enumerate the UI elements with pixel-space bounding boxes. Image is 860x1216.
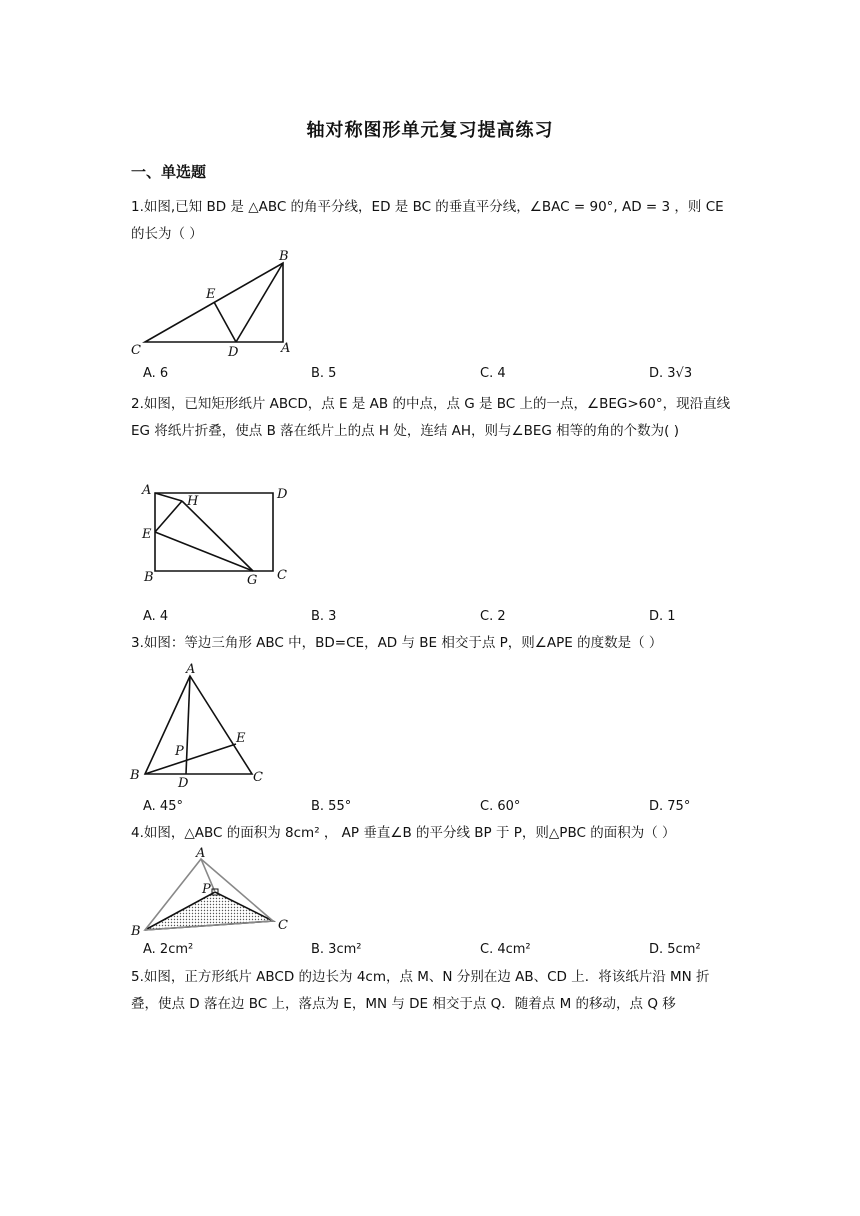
label-g: G (247, 573, 258, 586)
segment-bd (236, 263, 283, 342)
option-c[interactable]: C. 2 (480, 609, 506, 624)
question-1-figure (128, 246, 308, 364)
option-b[interactable]: B. 3cm² (311, 942, 362, 957)
segment-ah (155, 493, 182, 501)
option-c[interactable]: C. 4 (480, 366, 506, 381)
option-b[interactable]: B. 55° (311, 799, 352, 814)
option-d[interactable]: D. 5cm² (649, 942, 701, 957)
question-1-options (143, 366, 703, 386)
label-e: E (206, 287, 216, 302)
question-3-text: 3.如图：等边三角形 ABC 中，BD=CE，AD 与 BE 相交于点 P，则∠APE 的度数是（ ） (131, 635, 663, 651)
question-1-text: 1.如图,已知 BD 是 △ABC 的角平分线，ED 是 BC 的垂直平分线，∠BAC = 90°, AD = 3 ，则 CE 的长为（ ） (131, 199, 724, 242)
option-c[interactable]: C. 4cm² (480, 942, 531, 957)
label-d: D (178, 776, 189, 790)
question-3-options (143, 799, 703, 819)
option-d[interactable]: D. 3√3 (649, 366, 693, 381)
question-4-options (143, 942, 703, 962)
label-h: H (187, 494, 199, 509)
label-a: A (186, 662, 196, 677)
label-c: C (253, 770, 263, 785)
segment-eh (155, 501, 182, 532)
label-d: D (228, 345, 239, 360)
question-2-options (143, 609, 703, 629)
page-title: 轴对称图形单元复习提高练习 (306, 120, 554, 141)
section-heading: 一、单选题 (131, 163, 207, 181)
question-4-text: 4.如图，△ABC 的面积为 8cm² ， AP 垂直∠B 的平分线 BP 于 P，则△PBC 的面积为（ ） (131, 825, 676, 841)
segment-hg (182, 501, 253, 571)
option-a[interactable]: A. 6 (143, 366, 169, 381)
label-p: P (202, 882, 211, 897)
option-c[interactable]: C. 60° (480, 799, 521, 814)
option-a[interactable]: A. 4 (143, 609, 169, 624)
segment-be (145, 744, 236, 774)
triangle-abc (145, 676, 252, 774)
option-b[interactable]: B. 5 (311, 366, 337, 381)
label-e: E (142, 527, 152, 542)
question-2-text: 2.如图，已知矩形纸片 ABCD，点 E 是 AB 的中点，点 G 是 BC 上的一点，∠BEG>60°，现沿直线 EG 将纸片折叠，使点 B 落在纸片上的点 H 处，连结 AH，则与∠BEG 相等的角的个数为( ) (131, 396, 731, 439)
question-2-figure (138, 478, 298, 586)
label-c: C (131, 343, 141, 358)
option-d[interactable]: D. 1 (649, 609, 676, 624)
label-d: D (277, 487, 288, 502)
label-a: A (196, 846, 206, 861)
segment-eg (155, 532, 253, 571)
question-3-figure (126, 660, 276, 790)
label-b: B (144, 570, 154, 585)
question-5-text: 5.如图，正方形纸片 ABCD 的边长为 4cm，点 M、N 分别在边 AB、CD 上．将该纸片沿 MN 折叠，使点 D 落在边 BC 上，落点为 E，MN 与 DE 相交于点 Q．随着点 M 的移动，点 Q 移 (131, 969, 710, 1012)
option-d[interactable]: D. 75° (649, 799, 691, 814)
label-b: B (279, 249, 289, 264)
label-b: B (130, 768, 140, 783)
label-a: A (142, 483, 152, 498)
option-a[interactable]: A. 45° (143, 799, 183, 814)
segment-ed (214, 302, 236, 342)
label-e: E (236, 731, 246, 746)
shaded-triangle-pbc (145, 892, 273, 930)
question-4-figure (128, 846, 298, 936)
label-p: P (175, 744, 184, 759)
option-a[interactable]: A. 2cm² (143, 942, 194, 957)
label-a: A (281, 341, 291, 356)
label-b: B (131, 924, 141, 936)
option-b[interactable]: B. 3 (311, 609, 337, 624)
label-c: C (277, 568, 287, 583)
label-c: C (278, 918, 288, 933)
